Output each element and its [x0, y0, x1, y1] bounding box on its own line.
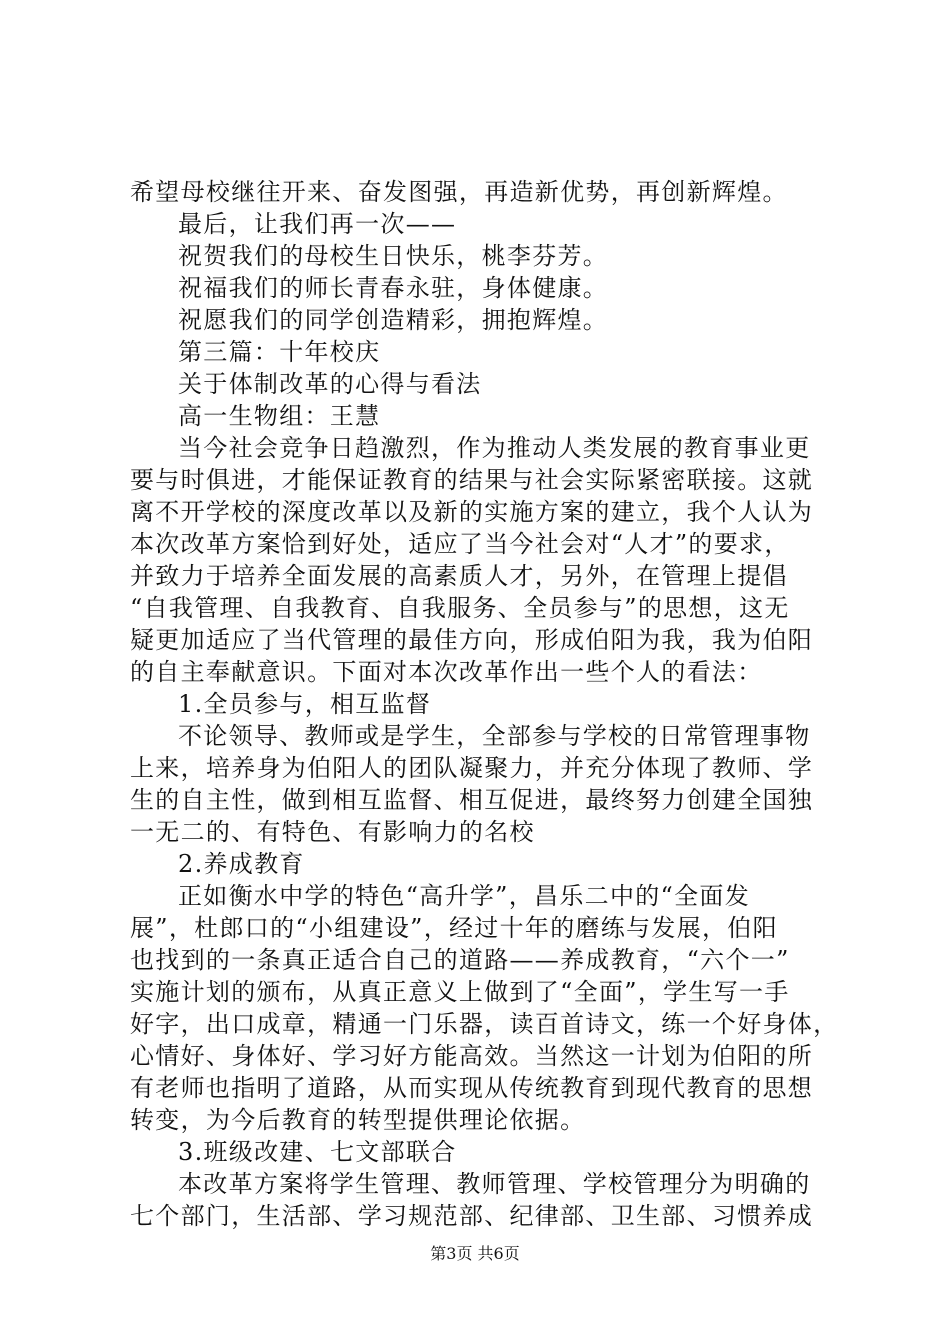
- subheading: 1.全员参与，相互监督: [178, 690, 432, 718]
- article-title: 关于体制改革的心得与看法: [178, 370, 482, 398]
- paragraph-line: 当今社会竞争日趋激烈，作为推动人类发展的教育事业更: [178, 434, 811, 462]
- page-number-footer: 第3页 共6页: [430, 1244, 520, 1263]
- paragraph-line: 好字，出口成章，精通一门乐器，读百首诗文，练一个好身体，: [130, 1010, 839, 1038]
- paragraph-line: 上来，培养身为伯阳人的团队凝聚力，并充分体现了教师、学: [130, 754, 814, 782]
- subheading: 2.养成教育: [178, 850, 305, 878]
- paragraph-line: 疑更加适应了当代管理的最佳方向，形成伯阳为我，我为伯阳: [130, 626, 814, 654]
- paragraph-line: 祝福我们的师长青春永驻，身体健康。: [178, 274, 609, 302]
- paragraph-line: 正如衡水中学的特色“高升学”，昌乐二中的“全面发: [178, 882, 751, 910]
- paragraph-line: 的自主奉献意识。下面对本次改革作出一些个人的看法：: [130, 658, 763, 686]
- paragraph-line: 不论领导、教师或是学生，全部参与学校的日常管理事物: [178, 722, 811, 750]
- paragraph-line: 也找到的一条真正适合自己的道路——养成教育，“六个一”: [130, 946, 790, 974]
- author-line: 高一生物组：王慧: [178, 402, 381, 430]
- paragraph-line: “自我管理、自我教育、自我服务、全员参与”的思想，这无: [130, 594, 790, 622]
- paragraph-line: 有老师也指明了道路，从而实现从传统教育到现代教育的思想: [130, 1074, 814, 1102]
- paragraph-line: 生的自主性，做到相互监督、相互促进，最终努力创建全国独: [130, 786, 814, 814]
- paragraph-line: 祝贺我们的母校生日快乐，桃李芬芳。: [178, 242, 609, 270]
- paragraph-line: 展”，杜郎口的“小组建设”，经过十年的磨练与发展，伯阳: [130, 914, 778, 942]
- paragraph-line: 要与时俱进，才能保证教育的结果与社会实际紧密联接。这就: [130, 466, 814, 494]
- subheading: 3.班级改建、七文部联合: [178, 1138, 457, 1166]
- paragraph-line: 转变，为今后教育的转型提供理论依据。: [130, 1106, 586, 1134]
- paragraph-line: 心情好、身体好、学习好方能高效。当然这一计划为伯阳的所: [130, 1042, 814, 1070]
- paragraph-line: 最后，让我们再一次——: [178, 210, 457, 238]
- paragraph-line: 本次改革方案恰到好处，适应了当今社会对“人才”的要求，: [130, 530, 790, 558]
- paragraph-line: 实施计划的颁布，从真正意义上做到了“全面”，学生写一手: [130, 978, 790, 1006]
- section-title: 第三篇：十年校庆: [178, 338, 381, 366]
- paragraph-line: 七个部门，生活部、学习规范部、纪律部、卫生部、习惯养成: [130, 1202, 814, 1230]
- paragraph-line: 希望母校继往开来、奋发图强，再造新优势，再创新辉煌。: [130, 178, 788, 206]
- paragraph-line: 一无二的、有特色、有影响力的名校: [130, 818, 535, 846]
- paragraph-line: 本改革方案将学生管理、教师管理、学校管理分为明确的: [178, 1170, 811, 1198]
- paragraph-line: 祝愿我们的同学创造精彩，拥抱辉煌。: [178, 306, 609, 334]
- paragraph-line: 并致力于培养全面发展的高素质人才，另外，在管理上提倡: [130, 562, 788, 590]
- paragraph-line: 离不开学校的深度改革以及新的实施方案的建立，我个人认为: [130, 498, 814, 526]
